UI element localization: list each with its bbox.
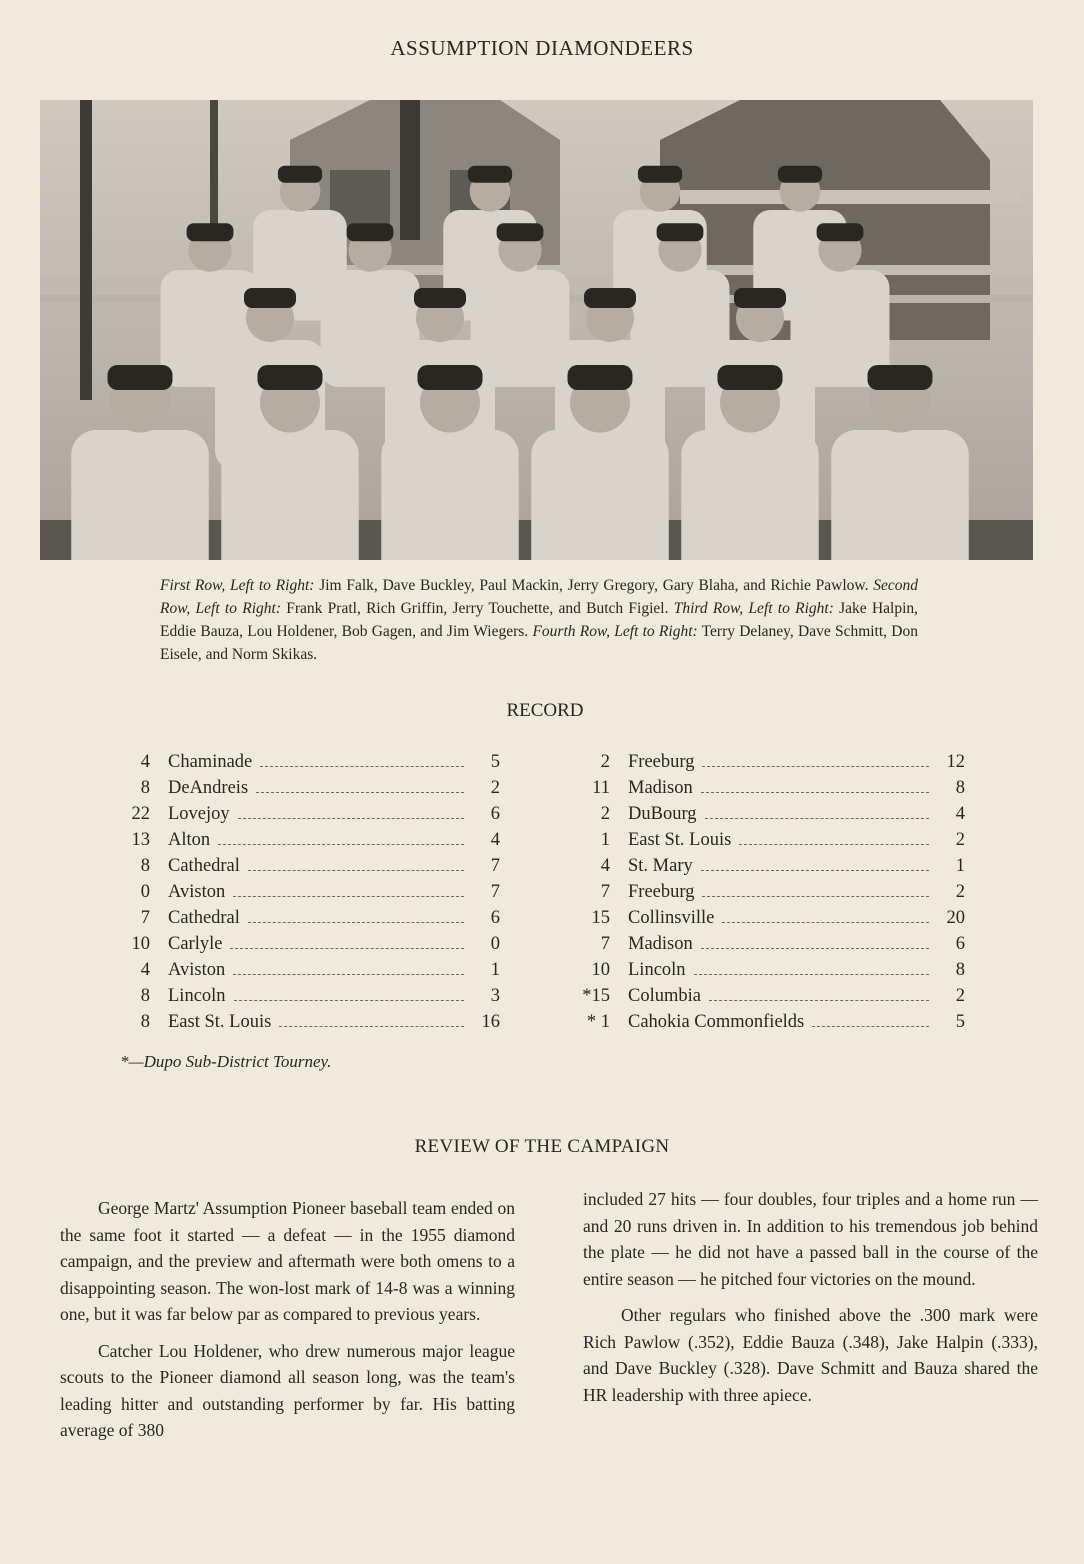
leader-dots (238, 818, 464, 819)
leader-dots (705, 818, 929, 819)
record-row (120, 908, 500, 934)
opponent-name: Freeburg (628, 752, 695, 772)
record-row (120, 830, 500, 856)
assumption-score: *15 (582, 986, 610, 1006)
opponent-name: East St. Louis (628, 830, 732, 850)
leader-dots (694, 974, 929, 975)
record-row (120, 934, 500, 960)
caption-row-1-names: Jim Falk, Dave Buckley, Paul Mackin, Jerry Gregory, Gary Blaha, and Richie Pawlow. (314, 577, 874, 594)
opponent-name: Lincoln (628, 960, 686, 980)
record-row (580, 986, 965, 1012)
record-row (580, 1012, 965, 1038)
opponent-name: Cathedral (168, 856, 240, 876)
leader-dots (260, 766, 464, 767)
leader-dots (233, 896, 464, 897)
assumption-score: 22 (131, 804, 150, 824)
record-row (120, 882, 500, 908)
leader-dots (812, 1026, 929, 1027)
opponent-score: 1 (490, 960, 500, 980)
opponent-score: 6 (490, 908, 500, 928)
assumption-score: 7 (600, 882, 610, 902)
assumption-score: 11 (592, 778, 610, 798)
assumption-score: * 1 (586, 1012, 610, 1032)
assumption-score: 4 (140, 960, 150, 980)
leader-dots (256, 792, 464, 793)
opponent-score: 4 (955, 804, 965, 824)
assumption-score: 8 (140, 778, 150, 798)
record-row (580, 882, 965, 908)
opponent-score: 12 (946, 752, 965, 772)
opponent-score: 2 (955, 986, 965, 1006)
leader-dots (701, 948, 929, 949)
assumption-score: 2 (600, 752, 610, 772)
caption-row-1-label: First Row, Left to Right: (160, 577, 315, 594)
record-row (120, 804, 500, 830)
caption-row-4-names: Terry Delaney, Dave Schmitt, Don Eisele, and Norm Skikas. (160, 623, 918, 663)
opponent-score: 1 (955, 856, 965, 876)
record-row (120, 1012, 500, 1038)
record-table-left (120, 752, 500, 1038)
record-table-right (580, 752, 965, 1038)
opponent-score: 3 (490, 986, 500, 1006)
leader-dots (702, 766, 929, 767)
assumption-score: 15 (591, 908, 610, 928)
opponent-score: 7 (490, 856, 500, 876)
opponent-score: 5 (955, 1012, 965, 1032)
review-paragraph: included 27 hits — four doubles, four triples and a home run — and 20 runs driven in. In addition to his tremendous job behind the plate — he did not have a passed ball in the course of the entire season — he pitched four victories on the mound. (583, 1189, 1038, 1289)
opponent-score: 16 (481, 1012, 500, 1032)
opponent-name: Cahokia Commonfields (628, 1012, 805, 1032)
opponent-score: 2 (955, 882, 965, 902)
opponent-name: Lincoln (168, 986, 226, 1006)
opponent-score: 4 (490, 830, 500, 850)
record-row (580, 804, 965, 830)
opponent-score: 2 (955, 830, 965, 850)
assumption-score: 8 (140, 1012, 150, 1032)
opponent-score: 2 (490, 778, 500, 798)
assumption-score: 10 (131, 934, 150, 954)
opponent-score: 8 (955, 778, 965, 798)
opponent-name: Madison (628, 934, 693, 954)
caption-row-2-names: Frank Pratl, Rich Griffin, Jerry Touchette, and Butch Figiel. (280, 600, 674, 617)
caption-row-3-label: Third Row, Left to Right: (673, 600, 834, 617)
assumption-score: 2 (600, 804, 610, 824)
record-row (580, 778, 965, 804)
record-row (580, 752, 965, 778)
leader-dots (709, 1000, 929, 1001)
record-row (120, 752, 500, 778)
review-column-left (60, 1195, 515, 1454)
opponent-name: East St. Louis (168, 1012, 272, 1032)
opponent-name: St. Mary (628, 856, 693, 876)
caption-row-3-names: Jake Halpin, Eddie Bauza, Lou Holdener, Bob Gagen, and Jim Wiegers. (160, 600, 919, 640)
assumption-score: 7 (140, 908, 150, 928)
assumption-score: 10 (591, 960, 610, 980)
record-row (120, 778, 500, 804)
opponent-score: 8 (955, 960, 965, 980)
leader-dots (248, 870, 464, 871)
assumption-score: 4 (600, 856, 610, 876)
opponent-name: Alton (168, 830, 211, 850)
opponent-name: Carlyle (168, 934, 223, 954)
opponent-name: Freeburg (628, 882, 695, 902)
leader-dots (701, 870, 929, 871)
review-paragraph: Other regulars who finished above the .300 mark were Rich Pawlow (.352), Eddie Bauza (.348), Jake Halpin (.333), and Dave Buckley (.328). Dave Schmitt and Bauza shared the HR leadership with three apiece. (583, 1305, 1038, 1405)
opponent-score: 7 (490, 882, 500, 902)
opponent-name: Lovejoy (168, 804, 230, 824)
opponent-name: Collinsville (628, 908, 715, 928)
review-paragraph: George Martz' Assumption Pioneer baseball team ended on the same foot it started — a defeat — in the 1955 diamond campaign, and the preview and aftermath were both omens to a disappointing season. The won-lost mark of 14-8 was a winning one, but it was far below par as compared to previous years. (60, 1198, 515, 1324)
leader-dots (722, 922, 929, 923)
opponent-score: 0 (490, 934, 500, 954)
opponent-score: 20 (946, 908, 965, 928)
opponent-name: Aviston (168, 960, 226, 980)
record-row (120, 856, 500, 882)
record-row (120, 986, 500, 1012)
leader-dots (702, 896, 929, 897)
leader-dots (701, 792, 929, 793)
record-row (580, 908, 965, 934)
record-row (580, 960, 965, 986)
opponent-name: DuBourg (628, 804, 697, 824)
review-paragraph: Catcher Lou Holdener, who drew numerous major league scouts to the Pioneer diamond all season long, was the team's leading hitter and outstanding performer by far. His batting average of 380 (60, 1340, 515, 1440)
assumption-score: 13 (131, 830, 150, 850)
record-row (580, 934, 965, 960)
opponent-score: 6 (955, 934, 965, 954)
opponent-name: Aviston (168, 882, 226, 902)
leader-dots (234, 1000, 464, 1001)
opponent-name: Cathedral (168, 908, 240, 928)
assumption-score: 7 (600, 934, 610, 954)
leader-dots (279, 1026, 464, 1027)
review-heading: REVIEW OF THE CAMPAIGN (414, 1136, 670, 1157)
assumption-score: 8 (140, 856, 150, 876)
opponent-name: Columbia (628, 986, 701, 1006)
leader-dots (739, 844, 929, 845)
review-column-right (583, 1186, 1038, 1418)
opponent-score: 5 (490, 752, 500, 772)
leader-dots (218, 844, 464, 845)
leader-dots (230, 948, 464, 949)
opponent-name: Madison (628, 778, 693, 798)
assumption-score: 8 (140, 986, 150, 1006)
assumption-score: 4 (140, 752, 150, 772)
opponent-name: Chaminade (168, 752, 253, 772)
opponent-name: DeAndreis (168, 778, 249, 798)
page-title: ASSUMPTION DIAMONDEERS (390, 36, 694, 60)
opponent-score: 6 (490, 804, 500, 824)
photo-caption (160, 574, 918, 666)
caption-row-4-label: Fourth Row, Left to Right: (532, 623, 698, 640)
record-row (580, 856, 965, 882)
record-row (580, 830, 965, 856)
assumption-score: 1 (600, 830, 610, 850)
caption-row-2-label: Second Row, Left to Right: (160, 577, 919, 617)
leader-dots (248, 922, 464, 923)
record-heading: RECORD (506, 700, 584, 721)
leader-dots (233, 974, 464, 975)
record-row (120, 960, 500, 986)
team-photo (40, 100, 1033, 560)
record-footnote: *—Dupo Sub-District Tourney. (120, 1052, 332, 1071)
assumption-score: 0 (140, 882, 150, 902)
